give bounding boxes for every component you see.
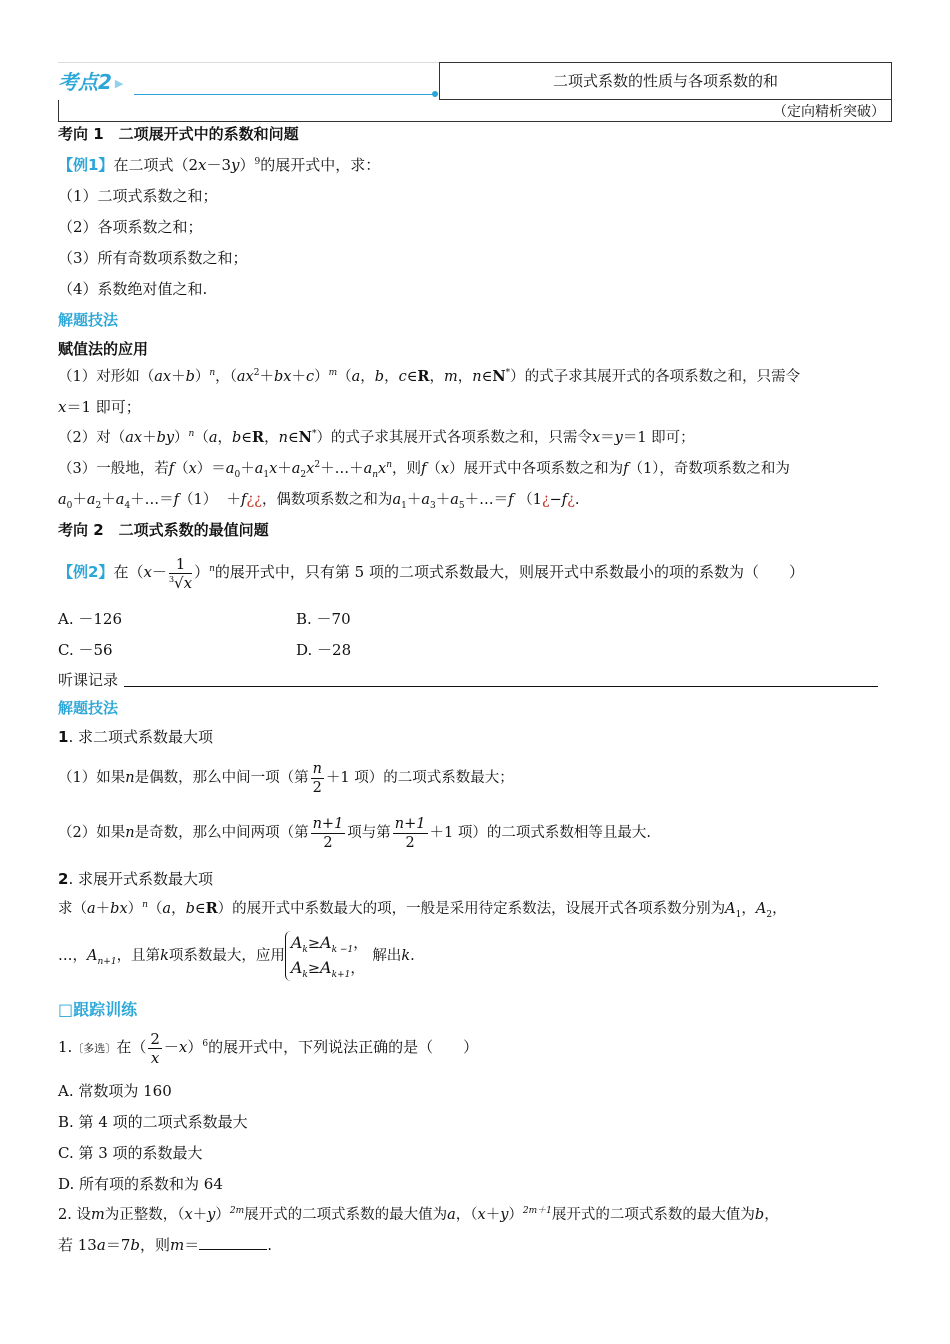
inequality-system xyxy=(285,931,368,981)
t: n+1 xyxy=(97,956,117,967)
t: x xyxy=(477,1207,486,1223)
play-icon: ▶ xyxy=(114,76,124,90)
t: x xyxy=(150,1048,160,1067)
t: ＋…＝ xyxy=(464,492,509,508)
question-1: （1）二项式系数之和； xyxy=(58,187,218,205)
t: （1） xyxy=(179,492,218,508)
t: （ xyxy=(337,369,352,385)
t: b xyxy=(232,430,242,446)
method-label-2: 解题技法 xyxy=(58,699,119,717)
example2 xyxy=(58,552,804,592)
t: ax xyxy=(125,430,143,446)
t: n xyxy=(278,430,288,446)
t: a xyxy=(58,492,67,508)
t: c xyxy=(305,369,315,385)
t: x xyxy=(378,461,387,477)
t: y xyxy=(207,1207,216,1223)
t: . 求展开式系数最大项 xyxy=(68,870,213,888)
t: 2 xyxy=(312,779,322,796)
t: R xyxy=(205,900,218,917)
t: k+1 xyxy=(331,969,351,980)
t: ， xyxy=(360,369,375,385)
t: n xyxy=(209,368,216,379)
t: c xyxy=(398,369,407,385)
t: x xyxy=(591,430,601,446)
t: （2）如果 xyxy=(58,825,126,841)
t: ＋ xyxy=(101,492,116,508)
t: （3）一般地，若 xyxy=(58,461,169,477)
t: x xyxy=(269,461,278,477)
t: ，（ xyxy=(215,369,237,385)
t: 5 xyxy=(458,500,465,511)
t: ＋ xyxy=(142,430,157,446)
tip-2-text xyxy=(58,899,787,919)
t: 1. xyxy=(58,1038,73,1056)
option-c[interactable]: C. －56 xyxy=(58,641,113,659)
method-title-1: 赋值法的应用 xyxy=(58,340,149,358)
method-label-1: 解题技法 xyxy=(58,311,119,329)
t: b xyxy=(185,901,195,917)
header-subtitle: （定向精析突破） xyxy=(773,104,885,120)
fraction xyxy=(393,815,428,852)
t: （ xyxy=(426,461,441,477)
t: 2 xyxy=(253,368,260,379)
t: ＋1 项）的二项式系数最大； xyxy=(325,770,514,786)
t: b xyxy=(185,369,195,385)
t: ， xyxy=(457,369,473,385)
example1-tag: 【例1】 xyxy=(58,156,114,174)
question-3: （3）所有奇数项系数之和； xyxy=(58,249,248,267)
tip-1-item-1 xyxy=(58,758,514,798)
t: by xyxy=(156,430,175,446)
t: 求（ xyxy=(58,901,87,917)
t: a xyxy=(208,430,218,446)
t: n xyxy=(142,900,148,911)
t: A xyxy=(755,901,767,917)
t: k xyxy=(302,969,308,980)
t: b xyxy=(754,1207,765,1223)
t: ， xyxy=(772,901,787,917)
t: 展开式的二项式系数的最大值为 xyxy=(244,1207,448,1223)
t: n xyxy=(188,429,195,440)
t: a xyxy=(87,901,96,917)
t: 1 xyxy=(169,555,192,574)
t: ∈ xyxy=(241,430,253,446)
t: a xyxy=(96,1236,106,1254)
t: 是奇数，那么中间两项（第 xyxy=(134,825,309,841)
t: 是偶数，那么中间一项（第 xyxy=(134,770,309,786)
t: 项与第 xyxy=(347,825,391,841)
t: b xyxy=(130,1236,140,1254)
fraction xyxy=(311,760,324,797)
t: b xyxy=(374,369,385,385)
fraction xyxy=(169,555,192,592)
t: f xyxy=(421,461,427,477)
method-item-1-cont xyxy=(58,397,141,417)
header-title: 二项式系数的性质与各项系数的和 xyxy=(552,72,778,90)
t: m xyxy=(443,369,458,385)
method-item-3 xyxy=(58,459,790,479)
t: ）的式子求其展开式的各项系数之和，只需令 xyxy=(510,369,801,385)
tip-2-system xyxy=(58,928,415,984)
t: 0 xyxy=(234,469,241,480)
t: a xyxy=(363,461,373,477)
t: k xyxy=(160,948,169,964)
t: － xyxy=(163,1038,179,1056)
t: R xyxy=(417,368,430,385)
t: a xyxy=(254,461,264,477)
t: n xyxy=(209,564,215,574)
practice-heading: □跟踪训练 xyxy=(58,1000,138,1019)
t: ）的式子求其展开式各项系数之和，只需令 xyxy=(316,430,592,446)
t: ¿¿ xyxy=(246,492,262,508)
t: 4 xyxy=(124,500,131,511)
t: ＋ xyxy=(406,492,422,508)
t: 在（ xyxy=(113,563,144,581)
t: . xyxy=(410,948,415,964)
practice-q1 xyxy=(58,1027,478,1069)
t: . xyxy=(574,492,580,508)
t: ＝ xyxy=(600,430,615,446)
method-item-1 xyxy=(58,367,800,387)
t: ＋ xyxy=(277,461,292,477)
t: 的展开式中，下列说法正确的是（ ） xyxy=(208,1038,479,1056)
fraction xyxy=(148,1030,162,1067)
t: a xyxy=(115,492,125,508)
t: A xyxy=(290,933,303,952)
t: 展开式的二项式系数的最大值为 xyxy=(551,1207,755,1223)
t: 在（ xyxy=(116,1038,147,1056)
t: ， xyxy=(350,961,365,977)
t: 2 xyxy=(58,870,69,888)
t: k −1 xyxy=(331,944,354,955)
tip-1-item-2 xyxy=(58,813,651,853)
t: x xyxy=(306,461,315,477)
t: 若 13 xyxy=(58,1236,97,1254)
t: ＝ xyxy=(184,1236,200,1254)
t: 2 xyxy=(300,469,307,480)
t: k xyxy=(401,948,411,964)
t: f xyxy=(561,492,568,508)
t: R xyxy=(252,429,265,446)
t: ＋ xyxy=(435,492,451,508)
t: ≥ xyxy=(307,936,321,952)
q1-option-b[interactable]: B. 第 4 项的二项式系数最大 xyxy=(58,1113,248,1131)
t: a xyxy=(225,461,235,477)
t: 项系数最大，应用 xyxy=(168,948,285,964)
t: －3 xyxy=(206,156,231,174)
t: k xyxy=(302,944,308,955)
t: ， xyxy=(384,369,399,385)
t: ＋ xyxy=(95,901,111,917)
t: （ xyxy=(147,901,163,917)
t: 6 xyxy=(202,1039,209,1049)
t: N xyxy=(298,429,312,446)
t: 2 xyxy=(314,460,321,471)
t: 0 xyxy=(66,500,73,511)
section1-heading: 考向 1 二项展开式中的系数和问题 xyxy=(58,125,299,143)
t: ＋ xyxy=(171,369,186,385)
t: n+1 xyxy=(394,815,426,832)
t: ） xyxy=(508,1207,523,1223)
t: m xyxy=(90,1207,105,1223)
cube-root: $^3$√x xyxy=(168,573,193,592)
t: ，且第 xyxy=(116,948,161,964)
t: x xyxy=(143,563,152,581)
practice-q2-cont xyxy=(58,1235,272,1255)
t: N xyxy=(492,368,506,385)
t: y xyxy=(500,1207,509,1223)
t: a xyxy=(450,492,459,508)
t: － xyxy=(151,563,167,581)
t: x xyxy=(58,398,67,416)
t: ＋1 项）的二项式系数相等且最大. xyxy=(429,825,651,841)
t: ） xyxy=(187,1038,203,1056)
t: x xyxy=(183,573,193,592)
t: n xyxy=(372,469,379,480)
t: ） xyxy=(239,156,255,174)
t: a xyxy=(351,369,361,385)
t: a xyxy=(291,461,301,477)
t: 2 xyxy=(95,500,102,511)
inequality-2 xyxy=(291,956,368,981)
t: . xyxy=(267,1236,273,1254)
t: 1 xyxy=(735,909,742,920)
q1-option-c[interactable]: C. 第 3 项的系数最大 xyxy=(58,1144,203,1162)
t: 在二项式（2 xyxy=(113,156,198,174)
practice-q2 xyxy=(58,1205,779,1225)
t: ＋ xyxy=(485,1207,501,1223)
t: ） xyxy=(174,430,189,446)
t: （ xyxy=(174,461,189,477)
answer-blank[interactable] xyxy=(199,1235,267,1250)
t: n xyxy=(386,460,393,471)
t: m xyxy=(328,368,338,379)
t: ）展开式中各项系数之和为 xyxy=(449,461,624,477)
t: ） xyxy=(127,901,143,917)
t: n xyxy=(472,369,482,385)
t: 2m＋1 xyxy=(522,1206,552,1217)
t: ＋…＝ xyxy=(130,492,174,508)
t: （2）对（ xyxy=(58,430,126,446)
t: ） xyxy=(215,1207,230,1223)
t: ＋ xyxy=(192,1207,208,1223)
t: ∈ xyxy=(406,369,418,385)
t: n+1 xyxy=(312,815,344,832)
t: A xyxy=(320,933,332,952)
t: ＝1 即可； xyxy=(622,430,695,446)
t: x xyxy=(197,156,207,174)
header-rule-dot xyxy=(432,91,438,97)
t: ，（ xyxy=(455,1207,478,1223)
option-a[interactable]: A. －126 xyxy=(58,610,122,628)
t: A xyxy=(87,948,98,964)
t: （1）对形如（ xyxy=(58,369,155,385)
t: n xyxy=(312,760,322,777)
header-subtitle-box xyxy=(58,100,892,122)
header-rule xyxy=(134,94,434,95)
t: ∈ xyxy=(287,430,299,446)
t: * xyxy=(505,368,511,379)
t: ， xyxy=(217,430,232,446)
t: ≥ xyxy=(307,961,321,977)
t: ） xyxy=(194,563,210,581)
tip-1-title xyxy=(58,727,213,747)
t: 解出 xyxy=(372,948,402,964)
notes-line[interactable] xyxy=(124,686,878,687)
t: 2 xyxy=(150,1029,160,1048)
kaodian-label: 考点2 xyxy=(58,70,112,94)
t: ¿ xyxy=(567,492,575,508)
t: f xyxy=(241,492,247,508)
method-item-2 xyxy=(58,428,695,448)
kaodian-badge xyxy=(58,68,138,96)
question-4: （4）系数绝对值之和. xyxy=(58,280,208,298)
option-d[interactable]: D. －28 xyxy=(296,641,352,659)
t: A xyxy=(290,958,303,977)
t: ∈ xyxy=(481,369,493,385)
t: ）的展开式中系数最大的项，一般是采用待定系数法，设展开式各项系数分别为 xyxy=(217,901,726,917)
fraction xyxy=(311,815,346,852)
t: ∈ xyxy=(194,901,206,917)
t: ， xyxy=(764,1207,779,1223)
t: bx xyxy=(110,901,128,917)
t: x xyxy=(178,1038,188,1056)
q1-option-d[interactable]: D. 所有项的系数和为 64 xyxy=(58,1175,223,1193)
t: f xyxy=(168,461,175,477)
t: ＋…＋ xyxy=(320,461,364,477)
t: ）＝ xyxy=(196,461,226,477)
t: a xyxy=(447,1207,456,1223)
t: x xyxy=(440,461,450,477)
t: A xyxy=(725,901,736,917)
question-2: （2）各项系数之和； xyxy=(58,218,203,236)
option-b[interactable]: B. －70 xyxy=(296,610,351,628)
t: 2m xyxy=(229,1206,245,1217)
t: − xyxy=(549,492,562,508)
example1 xyxy=(58,155,380,175)
header-top-rule xyxy=(58,62,439,63)
t: （1 xyxy=(518,492,542,508)
t: 9 xyxy=(254,157,261,167)
t: a xyxy=(162,901,172,917)
t: x xyxy=(188,461,197,477)
header-title-box xyxy=(439,62,892,100)
t: …， xyxy=(58,948,87,964)
t: ， xyxy=(741,901,756,917)
t: f xyxy=(508,492,514,508)
t: 的展开式中，只有第 5 项的二项式系数最大，则展开式中系数最小的项的系数为（ ） xyxy=(214,563,804,581)
t: ， xyxy=(353,936,368,952)
t: 为正整数，（ xyxy=(104,1207,185,1223)
example2-tag: 【例2】 xyxy=(58,563,114,581)
t: ＋ xyxy=(72,492,87,508)
t: 2 xyxy=(323,834,333,851)
tip-2-title xyxy=(58,869,213,889)
t: f xyxy=(623,461,629,477)
t: * xyxy=(311,429,317,440)
inequality-1 xyxy=(291,931,368,956)
t: m xyxy=(169,1236,185,1254)
t: bx xyxy=(273,369,292,385)
t: a xyxy=(86,492,96,508)
t: （1）如果 xyxy=(58,770,126,786)
t: 2. 设 xyxy=(58,1207,91,1223)
t: 3 xyxy=(429,500,436,511)
t: f xyxy=(173,492,180,508)
multi-select-tag: 〔多选〕 xyxy=(72,1042,117,1055)
t: y xyxy=(614,430,623,446)
t: ax xyxy=(154,369,172,385)
notes-label: 听课记录 xyxy=(58,671,119,689)
t: n xyxy=(125,825,135,841)
t: x xyxy=(184,1207,193,1223)
t: ） xyxy=(194,369,210,385)
t: ， xyxy=(171,901,186,917)
t: A xyxy=(320,958,332,977)
t: ax xyxy=(236,369,254,385)
t: ，偶数项系数之和为 xyxy=(261,492,393,508)
t: 1 xyxy=(58,728,69,746)
t: 2 xyxy=(405,834,415,851)
t: ＋ xyxy=(226,492,241,508)
t: y xyxy=(231,156,240,174)
t: ＋ xyxy=(259,369,274,385)
t: ） xyxy=(314,369,329,385)
t: . 求二项式系数最大项 xyxy=(68,728,213,746)
t: ，则 xyxy=(139,1236,170,1254)
t: （1），奇数项系数之和为 xyxy=(628,461,790,477)
t: 2 xyxy=(766,909,773,920)
t: a xyxy=(421,492,430,508)
t: ，则 xyxy=(392,461,422,477)
t: 1 xyxy=(401,500,407,511)
t: ＝7 xyxy=(105,1236,131,1254)
t: n xyxy=(125,770,135,786)
section2-heading: 考向 2 二项式系数的最值问题 xyxy=(58,521,269,539)
method-item-3-cont xyxy=(58,490,580,510)
t: 1 xyxy=(263,469,270,480)
t: （ xyxy=(194,430,209,446)
t: ＋ xyxy=(291,369,306,385)
t: ＝1 即可； xyxy=(66,398,141,416)
t: ， xyxy=(264,430,279,446)
t: ， xyxy=(429,369,444,385)
q1-option-a[interactable]: A. 常数项为 160 xyxy=(58,1082,172,1100)
t: 的展开式中，求： xyxy=(260,156,381,174)
t: ＋ xyxy=(240,461,255,477)
t: a xyxy=(392,492,402,508)
t: 3 xyxy=(168,574,175,584)
t: ¿ xyxy=(541,492,550,508)
